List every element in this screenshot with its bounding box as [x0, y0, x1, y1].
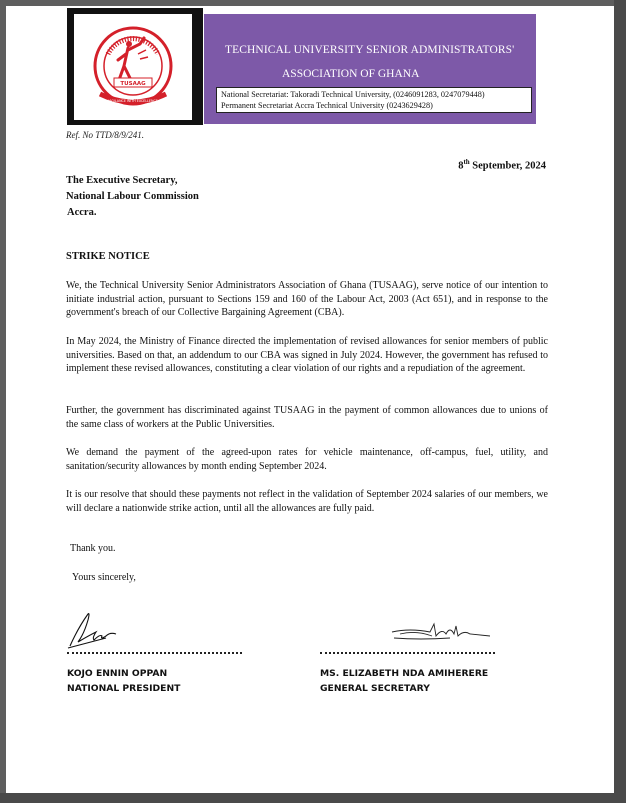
signatory-president — [67, 666, 180, 696]
body-paragraph: Further, the government has discriminated against TUSAAG in the payment of common allowances due to unions of the same class of workers at the Public Universities. — [66, 405, 548, 430]
body-paragraph: We, the Technical University Senior Administrators Association of Ghana (TUSAAG), serve notice of our intention to initiate industrial action, pursuant to Sections 159 and 160 of the Labour Act, 2003 (Act 651), and in response to the government's breach of our Collective Bargaining Agreement (CBA). — [66, 280, 548, 319]
association-logo — [74, 14, 192, 120]
signatory-name: MS. ELIZABETH NDA AMIHERERE — [320, 668, 489, 679]
closing-thanks: Thank you. — [70, 543, 116, 554]
logo-badge-text: TUSAAG — [120, 81, 146, 87]
tusaag-logo-icon — [74, 14, 192, 120]
viewer-frame-bottom — [0, 793, 626, 803]
body-paragraph: In May 2024, the Ministry of Finance directed the implementation of revised allowances for senior members of public universities. Based on that, an addendum to our CBA was signed in July 2024. However, the government has refused to implement these revised allowances, constituting a clear violation of our rights and a repudiation of the agreement. — [66, 336, 548, 375]
date-month-year: September, 2024 — [469, 160, 546, 172]
signatory-secretary — [320, 666, 488, 696]
national-secretariat-text: National Secretariat: Takoradi Technical University, (0246091283, 0247079448) — [221, 90, 485, 99]
letter-date — [458, 158, 546, 172]
date-day: 8 — [458, 160, 464, 172]
signatory-title: GENERAL SECRETARY — [320, 683, 430, 694]
body-paragraph: We demand the payment of the agreed-upon rates for vehicle maintenance, off-campus, fuel, utility, and sanitation/security allowances by month ending September 2024. — [66, 447, 548, 472]
signature-line-left — [67, 652, 242, 654]
secretariat-info-box — [216, 87, 532, 113]
signature-line-right — [320, 652, 495, 654]
secretary-signature — [390, 620, 490, 646]
reference-number: Ref. No TTD/8/9/241. — [66, 130, 145, 140]
recipient-line: Accra. — [67, 207, 97, 218]
recipient-line: National Labour Commission — [66, 191, 199, 202]
permanent-secretariat-text: Permanent Secretariat Accra Technical University (0243629428) — [221, 100, 433, 110]
logo-motto-text: VIGILANCE WITH EXCELLENCE — [108, 99, 158, 103]
association-title-line1: TECHNICAL UNIVERSITY SENIOR ADMINISTRATORS' — [225, 44, 515, 56]
signatory-title: NATIONAL PRESIDENT — [67, 683, 181, 694]
signatory-name: KOJO ENNIN OPPAN — [67, 668, 168, 679]
closing-yours: Yours sincerely, — [72, 572, 136, 583]
recipient-line: The Executive Secretary, — [66, 175, 178, 186]
president-signature — [66, 608, 126, 652]
date-suffix: th — [463, 158, 470, 166]
letter-subject: STRIKE NOTICE — [66, 251, 150, 262]
association-title-line2: ASSOCIATION OF GHANA — [282, 68, 420, 80]
body-paragraph: It is our resolve that should these payments not reflect in the validation of September 2024 salaries of our members, we will declare a nationwide strike action, until all the allowances are fully paid. — [66, 489, 548, 514]
recipient-address — [66, 173, 199, 221]
viewer-frame-right — [614, 0, 626, 803]
